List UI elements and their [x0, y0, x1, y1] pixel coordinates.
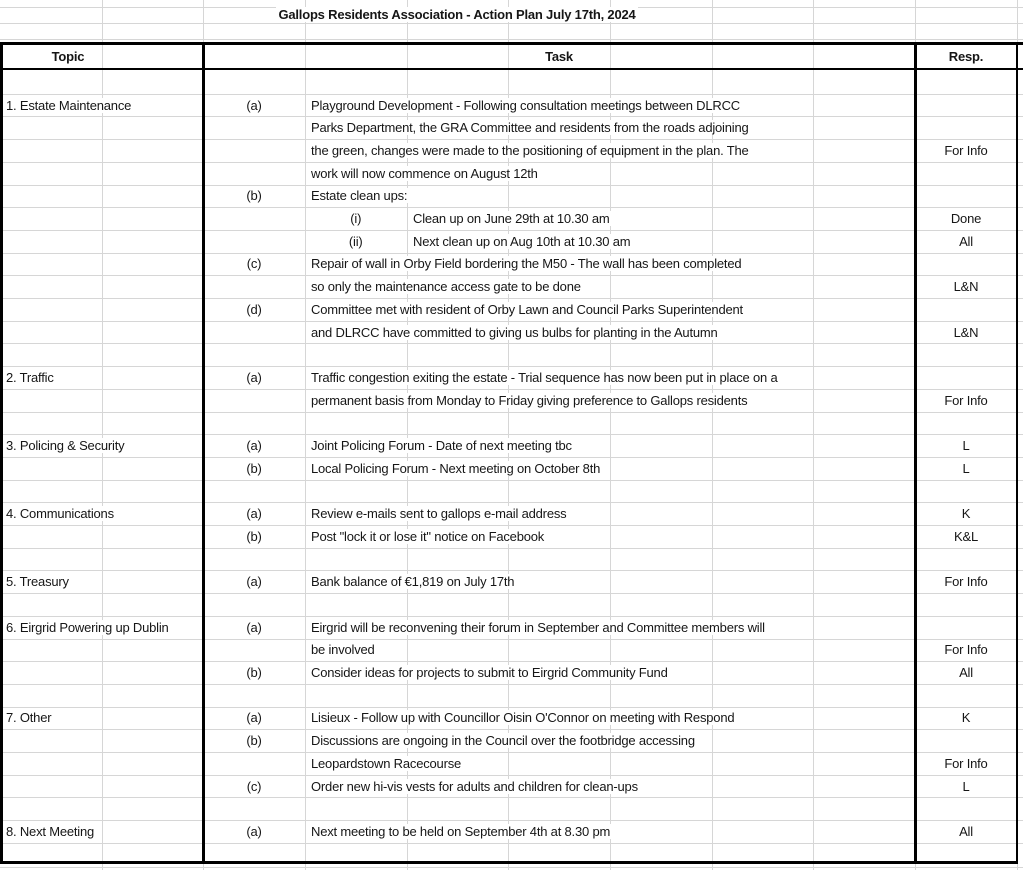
task-cell	[305, 752, 463, 775]
subtask-cell-text: Next clean up on Aug 10th at 10.30 am	[413, 233, 631, 249]
task-cell-text: Order new hi-vis vests for adults and children for clean-ups	[311, 778, 638, 794]
submarker-cell-text: (ii)	[348, 233, 363, 249]
marker-cell	[203, 185, 305, 208]
task-cell	[305, 775, 640, 798]
marker-cell	[203, 616, 305, 639]
resp-cell	[915, 434, 1017, 457]
marker-cell-text: (d)	[246, 301, 262, 317]
task-cell-text: Review e-mails sent to gallops e-mail address	[311, 506, 567, 522]
marker-cell-text: (a)	[246, 619, 262, 635]
marker-cell	[203, 661, 305, 684]
resp-cell	[915, 321, 1017, 344]
task-cell-text: Lisieux - Follow up with Councillor Oisin O'Connor on meeting with Respond	[311, 710, 735, 726]
task-cell	[305, 707, 736, 730]
resp-cell	[915, 639, 1017, 662]
table-border	[0, 42, 1023, 45]
marker-cell-text: (c)	[246, 778, 262, 794]
topic-cell-text: 1. Estate Maintenance	[6, 97, 132, 113]
resp-cell	[915, 275, 1017, 298]
marker-cell-text: (b)	[246, 460, 262, 476]
gridline-horizontal	[0, 343, 1023, 344]
topic-cell-text: 8. Next Meeting	[6, 823, 95, 839]
task-cell	[305, 525, 546, 548]
gridline-horizontal	[0, 39, 1023, 40]
marker-cell-text: (a)	[246, 823, 262, 839]
marker-cell	[203, 457, 305, 480]
task-cell	[305, 639, 377, 662]
table-border	[1016, 42, 1018, 864]
topic-cell	[0, 434, 126, 457]
resp-cell	[915, 570, 1017, 593]
resp-cell-text: L	[962, 778, 970, 794]
resp-cell	[915, 389, 1017, 412]
task-cell	[305, 162, 540, 185]
col-header-task-label: Task	[545, 48, 573, 64]
marker-cell	[203, 775, 305, 798]
task-cell-text: Bank balance of €1,819 on July 17th	[311, 574, 515, 590]
submarker-cell	[305, 207, 407, 230]
resp-cell	[915, 752, 1017, 775]
task-cell	[305, 389, 749, 412]
task-cell-text: Post "lock it or lose it" notice on Facebook	[311, 528, 545, 544]
topic-cell-text: 6. Eirgrid Powering up Dublin	[6, 619, 169, 635]
topic-cell	[0, 570, 71, 593]
task-cell-text: Parks Department, the GRA Committee and residents from the roads adjoining	[311, 120, 749, 136]
task-cell-text: and DLRCC have committed to giving us bulbs for planting in the Autumn	[311, 324, 718, 340]
resp-cell	[915, 457, 1017, 480]
task-cell-text: Estate clean ups:	[311, 188, 408, 204]
task-cell	[305, 94, 742, 117]
task-cell	[305, 366, 779, 389]
marker-cell	[203, 434, 305, 457]
marker-cell-text: (b)	[246, 733, 262, 749]
resp-cell-text: K	[961, 506, 971, 522]
gridline-horizontal	[0, 639, 1023, 640]
gridline-horizontal	[0, 752, 1023, 753]
task-cell-text: Repair of wall in Orby Field bordering the M50 - The wall has been completed	[311, 256, 742, 272]
topic-cell	[0, 94, 133, 117]
task-cell-text: Joint Policing Forum - Date of next meeting tbc	[311, 438, 572, 454]
resp-cell-text: Done	[950, 211, 982, 227]
marker-cell-text: (a)	[246, 97, 262, 113]
gridline-horizontal	[0, 548, 1023, 549]
gridline-horizontal	[0, 867, 1023, 868]
resp-cell-text: L	[962, 438, 970, 454]
topic-cell	[0, 502, 116, 525]
table-border	[202, 42, 205, 864]
resp-cell-text: For Info	[944, 392, 988, 408]
task-cell	[305, 275, 583, 298]
col-header-topic-label: Topic	[51, 48, 85, 64]
task-cell-text: Eirgrid will be reconvening their forum in September and Committee members will	[311, 619, 765, 635]
marker-cell-text: (b)	[246, 188, 262, 204]
task-cell-text: Consider ideas for projects to submit to Eirgrid Community Fund	[311, 665, 668, 681]
task-cell	[305, 139, 751, 162]
resp-cell-text: All	[959, 665, 973, 681]
task-cell	[305, 661, 670, 684]
marker-cell-text: (a)	[246, 369, 262, 385]
gridline-horizontal	[0, 797, 1023, 798]
gridline-horizontal	[0, 23, 1023, 24]
submarker-cell-text: (i)	[350, 211, 362, 227]
topic-cell-text: 5. Treasury	[6, 574, 69, 590]
col-header-task	[203, 45, 915, 67]
resp-cell-text: For Info	[944, 755, 988, 771]
topic-cell	[0, 820, 96, 843]
marker-cell-text: (a)	[246, 438, 262, 454]
marker-cell	[203, 525, 305, 548]
task-cell	[305, 729, 697, 752]
task-cell-text: the green, changes were made to the positioning of equipment in the plan. The	[311, 142, 749, 158]
sheet-title	[254, 6, 660, 23]
topic-cell	[0, 366, 56, 389]
task-cell	[305, 457, 602, 480]
task-cell-text: be involved	[311, 642, 375, 658]
marker-cell-text: (a)	[246, 506, 262, 522]
topic-cell	[0, 707, 53, 730]
resp-cell-text: For Info	[944, 142, 988, 158]
gridline-horizontal	[0, 480, 1023, 481]
marker-cell	[203, 820, 305, 843]
marker-cell-text: (a)	[246, 710, 262, 726]
task-cell	[305, 502, 568, 525]
marker-cell	[203, 253, 305, 276]
task-cell	[305, 185, 409, 208]
table-border	[0, 68, 1023, 71]
subtask-cell	[407, 207, 612, 230]
marker-cell	[203, 502, 305, 525]
task-cell-text: Local Policing Forum - Next meeting on October 8th	[311, 460, 601, 476]
resp-cell	[915, 139, 1017, 162]
marker-cell	[203, 298, 305, 321]
task-cell-text: Leopardstown Racecourse	[311, 755, 462, 771]
resp-cell-text: L&N	[953, 324, 979, 340]
resp-cell-text: All	[959, 823, 973, 839]
marker-cell	[203, 729, 305, 752]
resp-cell	[915, 502, 1017, 525]
marker-cell	[203, 366, 305, 389]
gridline-horizontal	[0, 684, 1023, 685]
resp-cell-text: For Info	[944, 574, 988, 590]
topic-cell	[0, 616, 171, 639]
subtask-cell-text: Clean up on June 29th at 10.30 am	[413, 211, 610, 227]
marker-cell-text: (c)	[246, 256, 262, 272]
task-cell	[305, 298, 745, 321]
sheet-title-text: Gallops Residents Association - Action Plan July 17th, 2024	[278, 7, 636, 22]
resp-cell	[915, 707, 1017, 730]
marker-cell-text: (b)	[246, 665, 262, 681]
task-cell	[305, 434, 574, 457]
resp-cell-text: K	[961, 710, 971, 726]
marker-cell	[203, 707, 305, 730]
resp-cell-text: For Info	[944, 642, 988, 658]
resp-cell-text: K&L	[954, 528, 978, 544]
subtask-cell	[407, 230, 633, 253]
table-border	[0, 861, 1017, 864]
resp-cell	[915, 661, 1017, 684]
gridline-horizontal	[0, 593, 1023, 594]
task-cell-text: Playground Development - Following consultation meetings between DLRCC	[311, 97, 740, 113]
resp-cell	[915, 525, 1017, 548]
task-cell-text: permanent basis from Monday to Friday giving preference to Gallops residents	[311, 392, 748, 408]
resp-cell-text: L&N	[953, 279, 979, 295]
gridline-horizontal	[0, 843, 1023, 844]
topic-cell-text: 3. Policing & Security	[6, 438, 125, 454]
task-cell	[305, 253, 743, 276]
resp-cell	[915, 230, 1017, 253]
task-cell-text: work will now commence on August 12th	[311, 165, 538, 181]
submarker-cell	[305, 230, 407, 253]
gridline-horizontal	[0, 185, 1023, 186]
marker-cell	[203, 94, 305, 117]
gridline-horizontal	[0, 412, 1023, 413]
task-cell	[305, 321, 720, 344]
marker-cell-text: (b)	[246, 528, 262, 544]
task-cell	[305, 616, 767, 639]
task-cell	[305, 820, 612, 843]
task-cell-text: Next meeting to be held on September 4th at 8.30 pm	[311, 823, 611, 839]
marker-cell	[203, 570, 305, 593]
col-header-resp	[915, 45, 1017, 67]
task-cell	[305, 570, 516, 593]
task-cell-text: Committee met with resident of Orby Lawn and Council Parks Superintendent	[311, 301, 743, 317]
resp-cell	[915, 775, 1017, 798]
marker-cell-text: (a)	[246, 574, 262, 590]
task-cell-text: Discussions are ongoing in the Council over the footbridge accessing	[311, 733, 695, 749]
resp-cell-text: L	[962, 460, 970, 476]
col-header-resp-label: Resp.	[948, 48, 984, 64]
task-cell-text: Traffic congestion exiting the estate - Trial sequence has now been put in place on a	[311, 369, 778, 385]
topic-cell-text: 7. Other	[6, 710, 52, 726]
col-header-topic	[0, 45, 136, 67]
topic-cell-text: 2. Traffic	[6, 369, 54, 385]
topic-cell-text: 4. Communications	[6, 506, 114, 522]
resp-cell-text: All	[959, 233, 973, 249]
table-border	[0, 42, 3, 864]
resp-cell	[915, 207, 1017, 230]
resp-cell	[915, 820, 1017, 843]
table-border	[914, 42, 917, 864]
task-cell	[305, 116, 751, 139]
task-cell-text: so only the maintenance access gate to be done	[311, 279, 581, 295]
